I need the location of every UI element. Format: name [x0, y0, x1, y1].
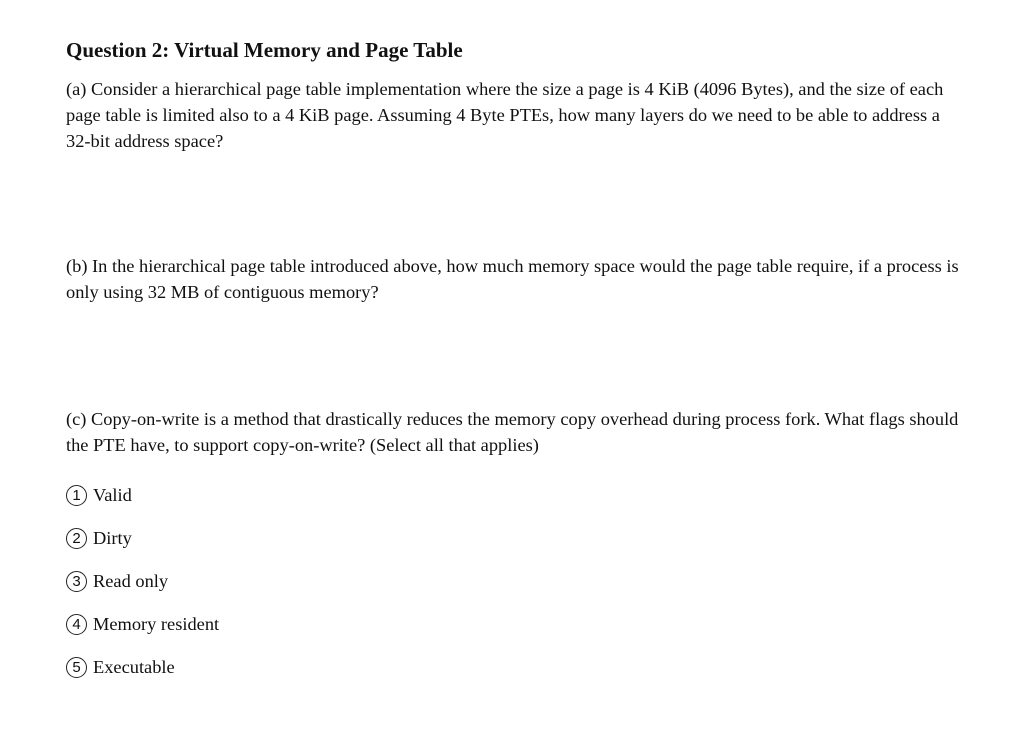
question-page: [66, 36, 966, 677]
question-part-c: (c) Copy-on-write is a method that drastically reduces the memory copy overhead during process fork. What flags should the PTE have, to support copy-on-write? (Select all that applies): [66, 409, 959, 455]
option-number-1: 1: [66, 485, 87, 506]
option-memory-resident[interactable]: [66, 603, 219, 646]
answer-options: [66, 474, 219, 689]
option-number-5: 5: [66, 657, 87, 678]
question-title: Question 2: Virtual Memory and Page Table: [66, 38, 463, 62]
option-dirty[interactable]: [66, 517, 219, 560]
option-label: Valid: [93, 485, 132, 505]
option-label: Dirty: [93, 528, 132, 548]
option-number-3: 3: [66, 571, 87, 592]
option-label: Executable: [93, 657, 175, 677]
option-number-4: 4: [66, 614, 87, 635]
question-part-a: (a) Consider a hierarchical page table implementation where the size a page is 4 KiB (4096 Bytes), and the size of each page table is limited also to a 4 KiB page. Assuming 4 Byte PTEs, how many layers do we need to be able to address a 32-bit address space?: [66, 79, 944, 151]
option-read-only[interactable]: [66, 560, 219, 603]
option-label: Memory resident: [93, 614, 220, 634]
option-executable[interactable]: [66, 646, 219, 689]
option-valid[interactable]: [66, 474, 219, 517]
option-label: Read only: [93, 571, 169, 591]
question-part-b: (b) In the hierarchical page table introduced above, how much memory space would the page table require, if a process is only using 32 MB of contiguous memory?: [66, 256, 959, 302]
option-number-2: 2: [66, 528, 87, 549]
